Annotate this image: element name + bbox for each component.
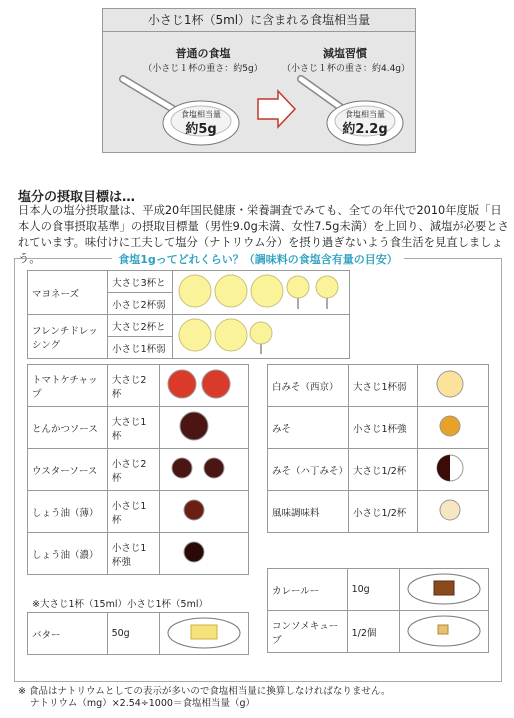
ketchup-spoons <box>164 365 244 403</box>
food-name: みそ <box>268 407 349 449</box>
regular-bowl-value: 約5g <box>185 122 217 137</box>
amount: 10g <box>347 569 399 611</box>
amount: 大さじ2杯と <box>108 315 173 337</box>
food-name: 白みそ（西京） <box>268 365 349 407</box>
worcester-spoons <box>164 449 244 487</box>
amount: 小さじ1/2杯 <box>349 491 418 533</box>
amount: 小さじ1杯弱 <box>108 337 173 359</box>
dressing-spoons <box>177 315 345 355</box>
mayonnaise-spoons <box>177 271 345 311</box>
butter-plate <box>164 613 244 651</box>
butter-table <box>27 612 249 655</box>
salt-comparison-box <box>102 8 416 153</box>
spoon-note: ※大さじ1杯（15ml）小さじ1杯（5ml） <box>32 599 208 610</box>
amount: 大さじ1/2杯 <box>349 449 418 491</box>
low-salt-label: 減塩習慣 <box>323 47 367 60</box>
tonkatsu-spoon <box>164 407 244 445</box>
spoon-cell <box>173 315 350 359</box>
amount: 大さじ3杯と <box>108 271 173 293</box>
low-bowl-value: 約2.2g <box>342 122 388 137</box>
footnote-line: ナトリウム（mg）×2.54÷1000＝食塩相当量（g） <box>30 698 255 709</box>
food-name: ウスターソース <box>28 449 108 491</box>
food-name: フレンチドレッシング <box>28 315 108 359</box>
regular-salt-label: 普通の食塩 <box>175 47 231 60</box>
left-seasoning-table <box>27 364 249 575</box>
amount: 小さじ2杯 <box>107 449 159 491</box>
dark-soy-spoon <box>164 533 244 571</box>
spoon-cell <box>173 271 350 315</box>
roux-table <box>267 568 489 653</box>
regular-bowl-label: 食塩相当量 <box>181 110 221 119</box>
food-name: バター <box>28 613 108 655</box>
hatcho-miso-spoon <box>422 449 482 487</box>
amount: 大さじ1杯弱 <box>349 365 418 407</box>
table-title: 食塩1gってどれくらい？（調味料の食塩含有量の目安） <box>15 251 501 267</box>
food-name: 風味調味料 <box>268 491 349 533</box>
amount: 小さじ2杯弱 <box>108 293 173 315</box>
section-heading: 塩分の摂取目標は… <box>18 190 136 205</box>
right-seasoning-table <box>267 364 489 533</box>
food-name: カレールー <box>268 569 348 611</box>
food-name: みそ（ハ丁みそ） <box>268 449 349 491</box>
food-name: しょう油（薄） <box>28 491 108 533</box>
food-name: しょう油（濃） <box>28 533 108 575</box>
white-miso-spoon <box>422 365 482 403</box>
comparison-title: 小さじ1杯（5ml）に含まれる食塩相当量 <box>103 9 415 32</box>
curry-plate <box>404 569 484 607</box>
paragraph-line: 本人の食事摂取基準」の摂取目標量（男性9.0g未満、女性7.5g未満）を上回り、減塩が必要とさ <box>18 220 509 233</box>
amount: 大さじ1杯 <box>107 407 159 449</box>
light-soy-spoon <box>164 491 244 529</box>
footnote-line: ※ 食品はナトリウムとしての表示が多いので食塩相当量に換算しなければなりません。 <box>18 686 391 697</box>
amount: 小さじ1杯 <box>107 491 159 533</box>
low-bowl-label: 食塩相当量 <box>345 110 385 119</box>
amount: 小さじ1杯強 <box>349 407 418 449</box>
amount: 小さじ1杯強 <box>107 533 159 575</box>
amount: 50g <box>107 613 159 655</box>
food-name: とんかつソース <box>28 407 108 449</box>
low-salt-sub: （小さじ１杯の重さ：約4.4g） <box>281 64 411 74</box>
regular-salt-sub: （小さじ１杯の重さ：約5g） <box>143 64 263 74</box>
paragraph-line: 日本人の塩分摂取量は、平成20年国民健康・栄養調査でみても、全ての年代で2010年度版「日 <box>18 204 502 217</box>
flavor-seasoning-spoon <box>422 491 482 529</box>
food-name: コンソメキューブ <box>268 611 348 653</box>
footnote <box>18 686 390 710</box>
amount: 1/2個 <box>347 611 399 653</box>
consomme-plate <box>404 611 484 649</box>
miso-spoon <box>422 407 482 445</box>
food-name: マヨネーズ <box>28 271 108 315</box>
amount: 大さじ2杯 <box>107 365 159 407</box>
food-name: トマトケチャップ <box>28 365 108 407</box>
arrow-icon <box>258 91 295 127</box>
paragraph-line: れています。味付けに工夫して塩分（ナトリウム分）を摂り過ぎないよう食生活を見直しましょう。 <box>18 236 503 265</box>
mayo-french-table <box>27 270 350 359</box>
